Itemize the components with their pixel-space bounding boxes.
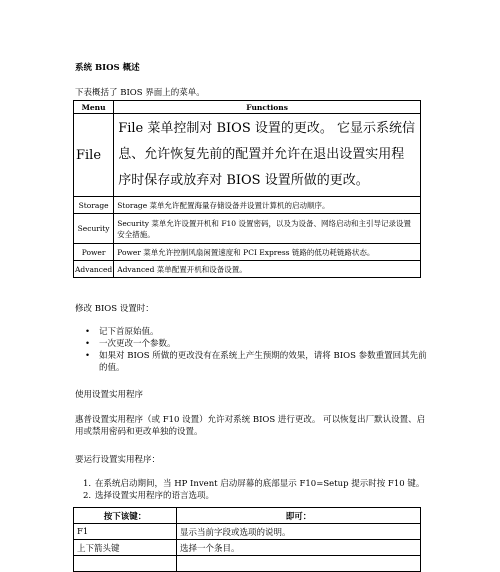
table-row xyxy=(74,524,421,540)
key-cell xyxy=(74,556,177,572)
list-item: • 一次更改一个参数。 xyxy=(85,339,176,349)
function-cell: Storage 菜单允许配置海量存储设备并设置计算机的启动顺序。 xyxy=(114,197,421,214)
table-row xyxy=(74,540,421,556)
key-column-header: 按下该键： xyxy=(74,508,177,524)
action-cell xyxy=(177,556,421,572)
run-title: 要运行设置实用程序： xyxy=(75,455,161,465)
key-table xyxy=(73,507,421,572)
menu-column-header: Menu xyxy=(74,101,114,114)
setup-title: 使用设置实用程序 xyxy=(75,390,144,400)
run-steps-list xyxy=(75,478,435,502)
function-cell: Power 菜单允许控制风扇闲置速度和 PCI Express 链路的低功耗链路状态。 xyxy=(114,244,421,261)
table-row xyxy=(74,556,421,572)
table-row xyxy=(74,197,421,214)
table-header-row xyxy=(74,101,421,114)
key-cell: F1 xyxy=(74,524,177,540)
function-cell: File 菜单控制对 BIOS 设置的更改。 它显示系统信息、允许恢复先前的配置并允许在退出设置实用程序时保存或放弃对 BIOS 设置所做的更改。 xyxy=(114,114,421,197)
table-row xyxy=(74,214,421,244)
table-row xyxy=(74,114,421,197)
list-item: • 记下首原始值。 xyxy=(85,327,159,337)
setup-description: 惠普设置实用程序（或 F10 设置）允许对系统 BIOS 进行更改。 可以恢复出厂默认设置、启用或禁用密码和更改单独的设置。 xyxy=(75,415,426,437)
bullet-icon: • xyxy=(85,327,91,337)
menu-cell: Advanced xyxy=(74,261,114,278)
table-row xyxy=(74,244,421,261)
bullet-icon: • xyxy=(85,339,91,349)
functions-column-header: Functions xyxy=(114,101,421,114)
bullet-icon: • xyxy=(85,351,91,361)
action-cell: 选择一个条目。 xyxy=(177,540,421,556)
list-item: 2. 选择设置实用程序的语言选项。 xyxy=(83,491,215,501)
table-intro: 下表概括了 BIOS 界面上的菜单。 xyxy=(75,88,205,98)
menu-cell: Power xyxy=(74,244,114,261)
modify-bullet-list xyxy=(75,326,430,374)
list-item: • 如果对 BIOS 所做的更改没有在系统上产生预期的效果，请将 BIOS 参数重置回其先前的值。 xyxy=(85,351,427,373)
function-cell: Advanced 菜单配置开机和设备设置。 xyxy=(114,261,421,278)
list-item: 1. 在系统启动期间，当 HP Invent 启动屏幕的底部显示 F10=Setup 提示时按 F10 键。 xyxy=(83,479,425,489)
action-cell: 显示当前字段或选项的说明。 xyxy=(177,524,421,540)
table-row xyxy=(74,261,421,278)
action-column-header: 即可： xyxy=(177,508,421,524)
menu-cell: Security xyxy=(74,214,114,244)
section-title: 系统 BIOS 概述 xyxy=(75,63,140,73)
menu-cell: File xyxy=(74,114,114,197)
bios-menu-table xyxy=(73,100,421,278)
menu-cell: Storage xyxy=(74,197,114,214)
table-header-row xyxy=(74,508,421,524)
function-cell: Security 菜单允许设置开机和 F10 设置密码，以及为设备、网络启动和主引导记录设置安全措施。 xyxy=(114,214,421,244)
key-cell: 上下箭头键 xyxy=(74,540,177,556)
modify-title: 修改 BIOS 设置时： xyxy=(75,304,154,314)
